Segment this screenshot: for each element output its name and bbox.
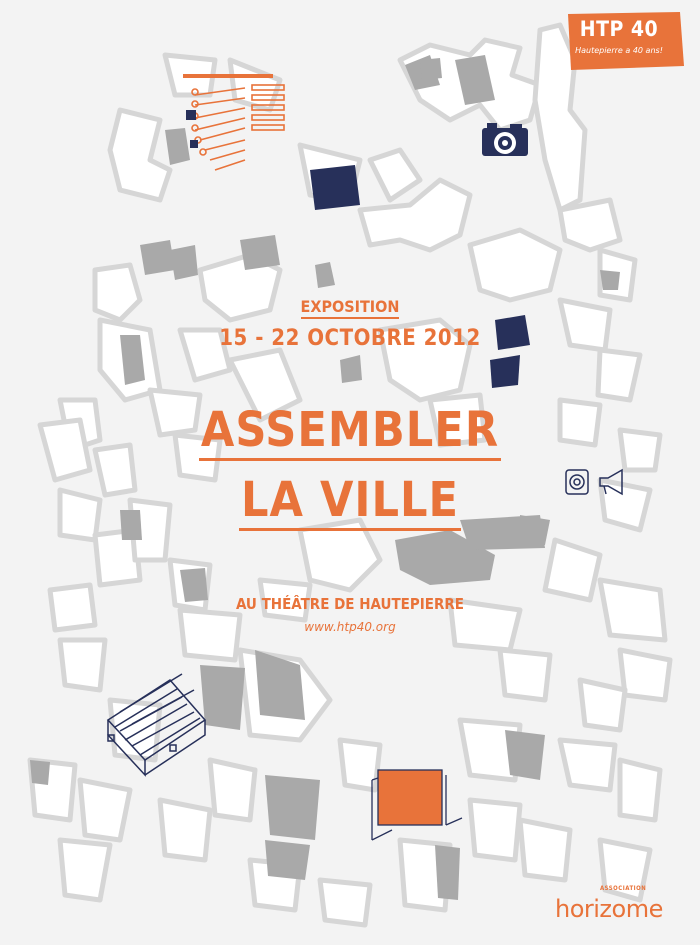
title-line-1 — [0, 402, 700, 458]
orange-panel-illustration — [372, 770, 462, 840]
htp40-badge — [563, 13, 681, 71]
exposition-label — [0, 297, 700, 316]
title-line-2 — [0, 472, 700, 528]
exposition-text: EXPOSITION — [301, 297, 400, 319]
venue: AU THÉÂTRE DE HAUTEPIERRE — [235, 595, 465, 613]
event-dates: 15 - 22 OCTOBRE 2012 — [219, 326, 481, 351]
badge-title: HTP 40 — [579, 17, 659, 41]
horizome-logo: horizome — [555, 895, 663, 923]
title-line-2-text: LA VILLE — [239, 472, 461, 531]
badge-subtitle: Hautepierre a 40 ans! — [575, 46, 663, 55]
website-link[interactable]: www.htp40.org — [304, 620, 396, 634]
title-line-1-text: ASSEMBLER — [199, 402, 501, 461]
association-label: ASSOCIATION — [600, 885, 647, 892]
